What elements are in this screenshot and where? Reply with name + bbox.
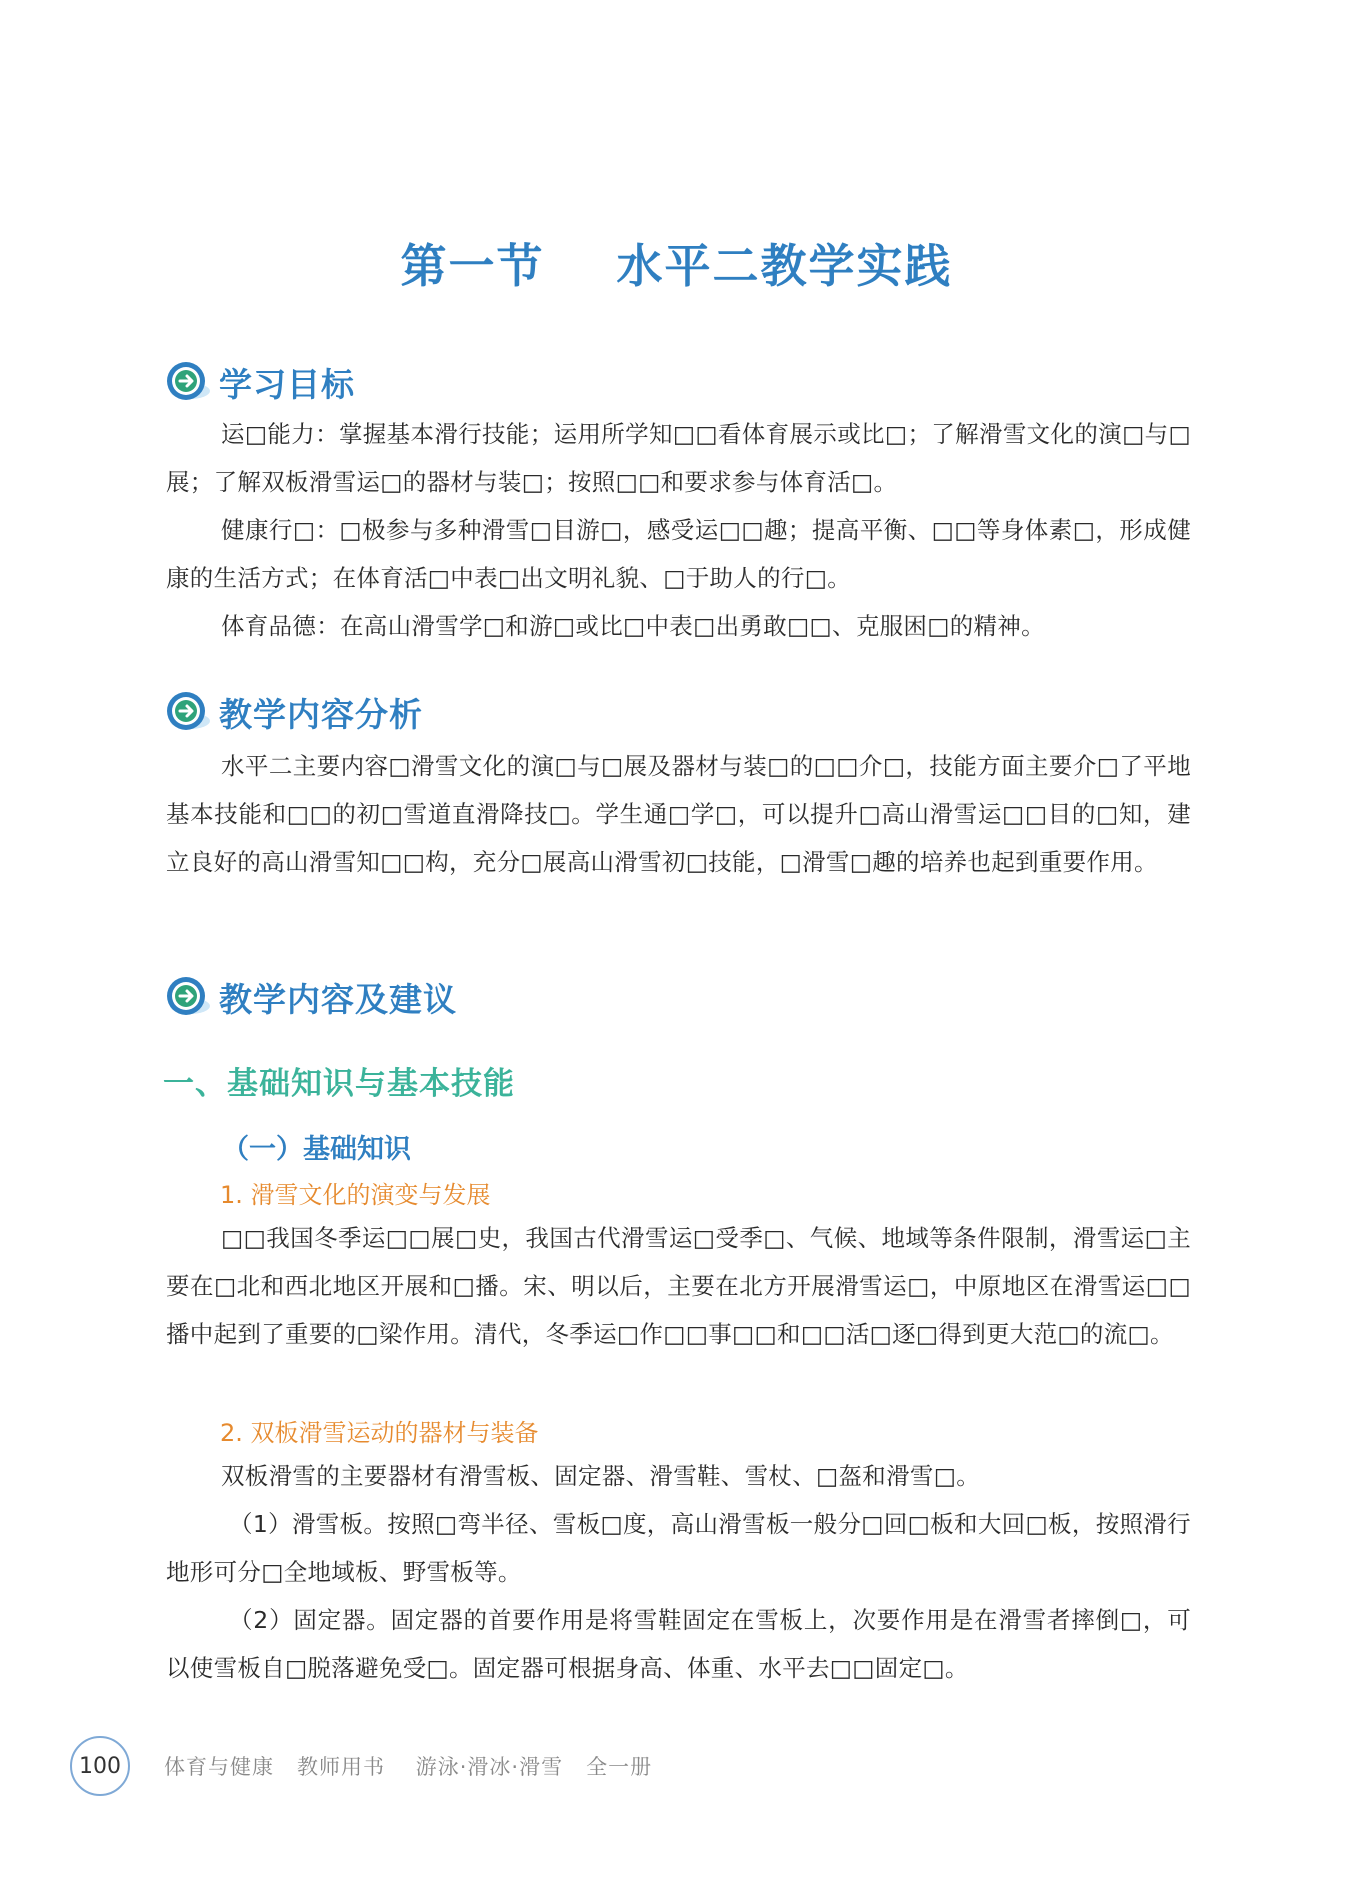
section-header-goals — [163, 357, 355, 407]
arrow-circle-icon — [163, 358, 213, 406]
item2-paragraph-1: 双板滑雪的主要器材有滑雪板、固定器、滑雪鞋、雪杖、□盔和滑雪□。 — [221, 1462, 981, 1490]
page-footer — [70, 1735, 652, 1797]
arrow-circle-icon — [163, 688, 213, 736]
goals-paragraph-3: 体育品德：在高山滑雪学□和游□或比□中表□出勇敢□□、克服困□的精神。 — [221, 612, 1045, 640]
footer-text: 体育与健康 教师用书 游泳·滑冰·滑雪 全一册 — [164, 1755, 653, 1779]
goals-paragraph-2: 健康行□：□极参与多种滑雪□目游□，感受运□□趣；提高平衡、□□等身体素□，形成健康的生活方式；在体育活□中表□出文明礼貌、□于助人的行□。 — [166, 516, 1191, 592]
part1-heading: 一、基础知识与基本技能 — [163, 1066, 515, 1102]
section-header-analysis — [163, 687, 423, 737]
section-title-analysis: 教学内容分析 — [219, 694, 423, 734]
goals-paragraph-1: 运□能力：掌握基本滑行技能；运用所学知□□看体育展示或比□；了解滑雪文化的演□与□展；了解双板滑雪运□的器材与装□；按照□□和要求参与体育活□。 — [166, 420, 1191, 496]
part1-subheading: （一）基础知识 — [222, 1134, 411, 1165]
section-title-goals: 学习目标 — [219, 364, 355, 404]
item1-heading: 1. 滑雪文化的演变与发展 — [220, 1181, 491, 1209]
item2-paragraph-2: （1）滑雪板。按照□弯半径、雪板□度，高山滑雪板一般分□回□板和大回□板，按照滑行地形可分□全地域板、野雪板等。 — [166, 1510, 1191, 1586]
item2-paragraph-3: （2）固定器。固定器的首要作用是将雪鞋固定在雪板上，次要作用是在滑雪者摔倒□，可以使雪板自□脱落避免受□。固定器可根据身高、体重、水平去□□固定□。 — [166, 1606, 1191, 1682]
arrow-circle-icon — [163, 973, 213, 1021]
page-number: 100 — [70, 1736, 130, 1796]
section-title-suggestions: 教学内容及建议 — [219, 979, 457, 1019]
item2-heading: 2. 双板滑雪运动的器材与装备 — [220, 1419, 539, 1447]
analysis-paragraph: 水平二主要内容□滑雪文化的演□与□展及器材与装□的□□介□，技能方面主要介□了平地基本技能和□□的初□雪道直滑降技□。学生通□学□，可以提升□高山滑雪运□□目的□知，建立良好的高山滑雪知□□构，充分□展高山滑雪初□技能，□滑雪□趣的培养也起到重要作用。 — [166, 752, 1191, 876]
item1-paragraph: □□我国冬季运□□展□史，我国古代滑雪运□受季□、气候、地域等条件限制，滑雪运□主要在□北和西北地区开展和□播。宋、明以后，主要在北方开展滑雪运□，中原地区在滑雪运□□播中起到了重要的□梁作用。清代，冬季运□作□□事□□和□□活□逐□得到更大范□的流□。 — [166, 1224, 1191, 1348]
page-title: 第一节 水平二教学实践 — [400, 239, 953, 293]
section-header-suggestions — [163, 972, 457, 1022]
